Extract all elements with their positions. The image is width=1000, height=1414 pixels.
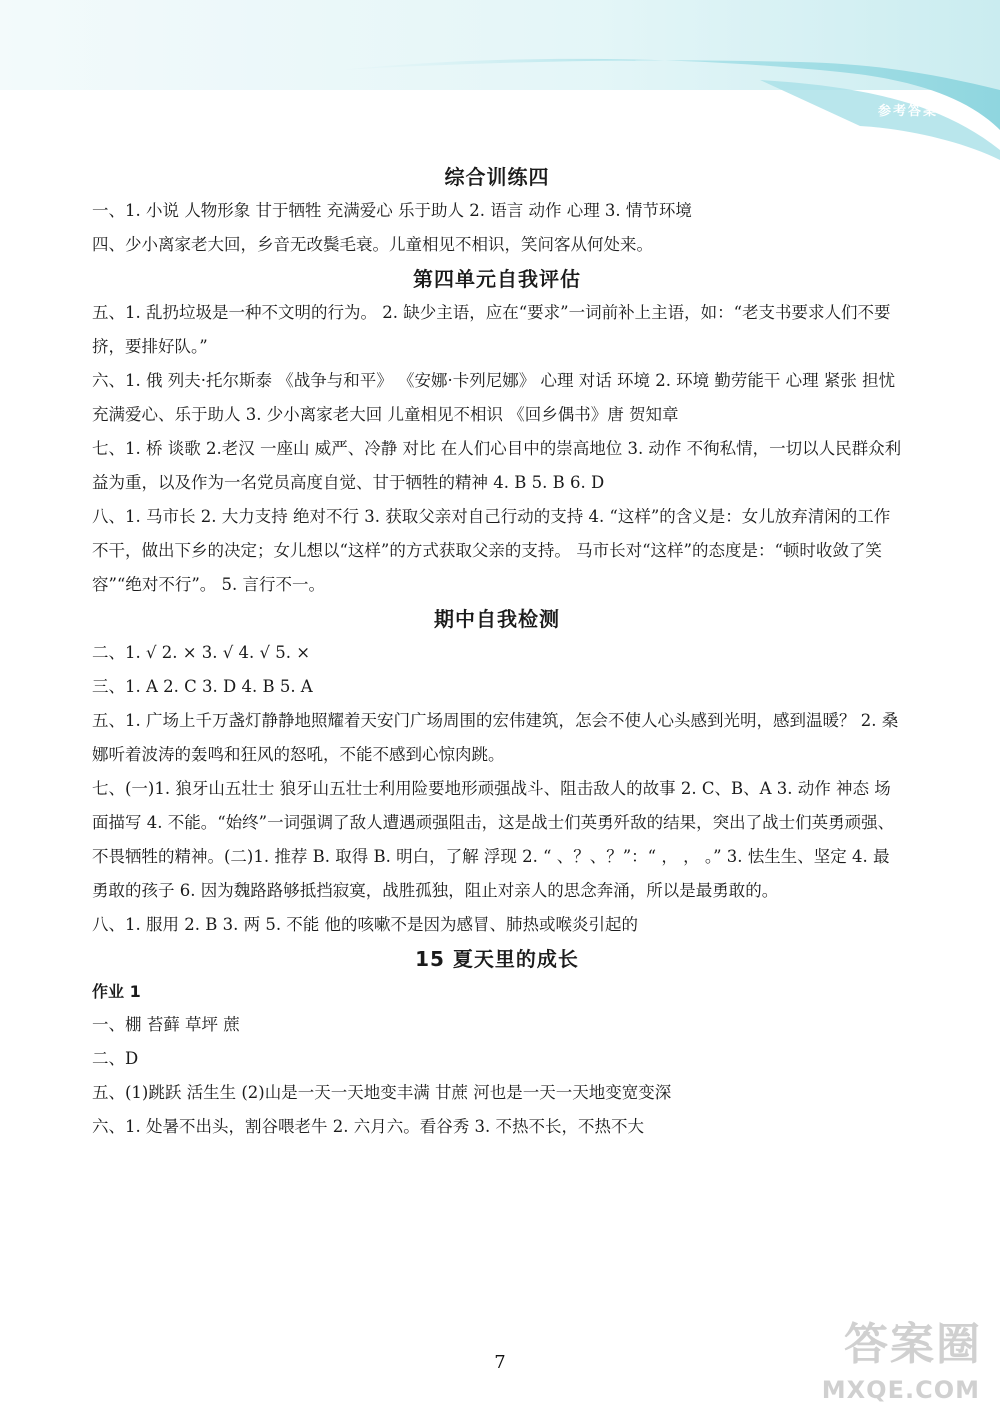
header-label: 参考答案 — [877, 104, 938, 119]
answer-line: 一、棚 苔藓 草坪 蔗 — [92, 1015, 240, 1034]
section-title: 综合训练四 — [444, 165, 550, 189]
answer-line: 五、(1)跳跃 活生生 (2)山是一天一天地变丰满 甘蔗 河也是一天一天地变宽变深 — [92, 1083, 672, 1102]
answer-line: 六、1. 处暑不出头，割谷喂老牛 2. 六月六。看谷秀 3. 不热不长，不热不大 — [92, 1117, 644, 1136]
watermark-url: MXQE.COM — [821, 1376, 980, 1404]
header-band — [0, 0, 1000, 170]
answer-line: 三、1. A 2. C 3. D 4. B 5. A — [92, 677, 313, 696]
answer-line: 一、1. 小说 人物形象 甘于牺牲 充满爱心 乐于助人 2. 语言 动作 心理 3. 情节环境 — [92, 201, 692, 220]
answer-line: 二、D — [92, 1049, 139, 1068]
section-4 — [92, 942, 902, 1144]
answer-line: 八、1. 服用 2. B 3. 两 5. 不能 他的咳嗽不是因为感冒、肺热或喉炎引起的 — [92, 915, 639, 934]
section-title: 期中自我检测 — [434, 607, 560, 631]
section-3 — [92, 602, 902, 942]
answer-line: 五、1. 广场上千万盏灯静静地照耀着天安门广场周围的宏伟建筑，怎会不使人心头感到光明，感到温暖？ 2. 桑娜听着波涛的轰鸣和狂风的怒吼，不能不感到心惊肉跳。 — [92, 711, 899, 764]
section-1 — [92, 160, 902, 262]
answer-line: 四、少小离家老大回，乡音无改鬓毛衰。儿童相见不相识，笑问客从何处来。 — [92, 235, 653, 254]
page-number: 7 — [494, 1352, 506, 1373]
section-title: 第四单元自我评估 — [413, 267, 581, 291]
watermark-text: 答案圈 — [844, 1319, 982, 1370]
watermark-logo — [788, 1308, 988, 1404]
assignment-heading: 作业 1 — [92, 982, 141, 1001]
answer-line: 五、1. 乱扔垃圾是一种不文明的行为。 2. 缺少主语，应在“要求”一词前补上主语，如：“老支书要求人们不要挤，要排好队。” — [92, 303, 891, 356]
section-title: 15 夏天里的成长 — [415, 947, 579, 971]
answer-content — [92, 160, 902, 1144]
answer-line: 七、(一)1. 狼牙山五壮士 狼牙山五壮士利用险要地形顽强战斗、阻击敌人的故事 2. C、B、A 3. 动作 神态 场面描写 4. 不能。“始终”一词强调了敌人遭遇顽强阻击，这是战士们英勇歼敌的结果，突出了战士们英勇顽强、不畏牺牲的精神。(二)1. 推荐 B. 取得 B. 明白，了解 浮现 2. “ 、？、？”：“ ， ， 。” 3. 怯生生、坚定 4. 最勇敢的孩子 6. 因为魏路路够抵挡寂寞，战胜孤独，阻止对亲人的思念奔涌，所以是最勇敢的。 — [92, 779, 895, 900]
answer-line: 二、1. √ 2. × 3. √ 4. √ 5. × — [92, 643, 311, 662]
section-2 — [92, 262, 902, 602]
header-wave-graphic — [0, 0, 1000, 170]
answer-line: 六、1. 俄 列夫·托尔斯泰 《战争与和平》 《安娜·卡列尼娜》 心理 对话 环境 2. 环境 勤劳能干 心理 紧张 担忧 充满爱心、乐于助人 3. 少小离家老大回 儿童相见不相识 《回乡偶书》唐 贺知章 — [92, 371, 896, 424]
answer-line: 八、1. 马市长 2. 大力支持 绝对不行 3. 获取父亲对自己行动的支持 4. “这样”的含义是：女儿放弃清闲的工作不干，做出下乡的决定；女儿想以“这样”的方式获取父亲的支持。 马市长对“这样”的态度是：“顿时收敛了笑容”“绝对不行”。 5. 言行不一。 — [92, 507, 891, 594]
answer-line: 七、1. 桥 谈歌 2.老汉 一座山 威严、冷静 对比 在人们心目中的崇高地位 3. 动作 不徇私情，一切以人民群众利益为重，以及作为一名党员高度自觉、甘于牺牲的精神 4. B 5. B 6. D — [92, 439, 902, 492]
